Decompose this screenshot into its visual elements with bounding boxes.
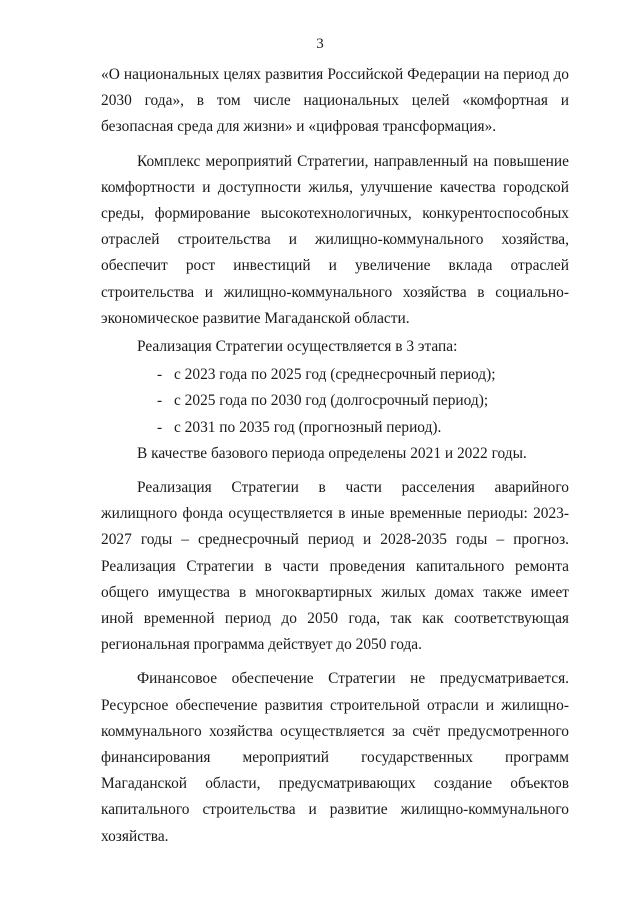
list-item xyxy=(101,415,569,441)
list-dash: - xyxy=(157,392,163,410)
list-item xyxy=(101,362,569,388)
stage-label: с 2023 года по 2025 год (среднесрочный период); xyxy=(174,366,496,384)
stage-label: с 2025 года по 2030 год (долгосрочный период); xyxy=(174,392,489,410)
page-number: 3 xyxy=(316,36,324,52)
list-dash: - xyxy=(157,366,163,384)
paragraph-national-goals: «О национальных целях развития Российской Федерации на период до 2030 года», в том числе национальных целей «комфортная и безопасная среда для жизни» и «цифровая трансформация». xyxy=(101,66,569,136)
stages-list xyxy=(101,362,569,441)
list-dash: - xyxy=(157,418,163,436)
paragraph-financing: Финансовое обеспечение Стратегии не предусматривается. Ресурсное обеспечение развития строительной отрасли и жилищно-коммунального хозяйства осуществляется за счёт предусмотренного финансирования мероприятий государственных программ Магаданской области, предусматривающих создание объектов капитального строительства и развитие жилищно-коммунального хозяйства. xyxy=(101,670,569,845)
stage-label: с 2031 по 2035 год (прогнозный период). xyxy=(174,418,442,436)
paragraph-base-period: В качестве базового периода определены 2021 и 2022 годы. xyxy=(137,444,527,462)
list-item xyxy=(101,388,569,414)
document-body xyxy=(101,62,569,852)
paragraph-resettlement: Реализация Стратегии в части расселения аварийного жилищного фонда осуществляется в иные временные периоды: 2023-2027 годы – среднесрочный период и 2028-2035 годы – прогноз. Реализация Стратегии в части проведения капитального ремонта общего имущества в многоквартирных жилых домах также имеет иной временной период до 2050 года, так как соответствующая региональная программа действует до 2050 года. xyxy=(101,479,569,654)
paragraph-strategy-measures: Комплекс мероприятий Стратегии, направленный на повышение комфортности и доступности жилья, улучшение качества городской среды, формирование высокотехнологичных, конкурентоспособных отраслей строительства и жилищно-коммунального хозяйства, обеспечит рост инвестиций и увеличение вклада отраслей строительства и жилищно-коммунального хозяйства в социально-экономическое развитие Магаданской области. xyxy=(101,152,569,327)
paragraph-stages-intro: Реализация Стратегии осуществляется в 3 этапа: xyxy=(137,338,458,356)
